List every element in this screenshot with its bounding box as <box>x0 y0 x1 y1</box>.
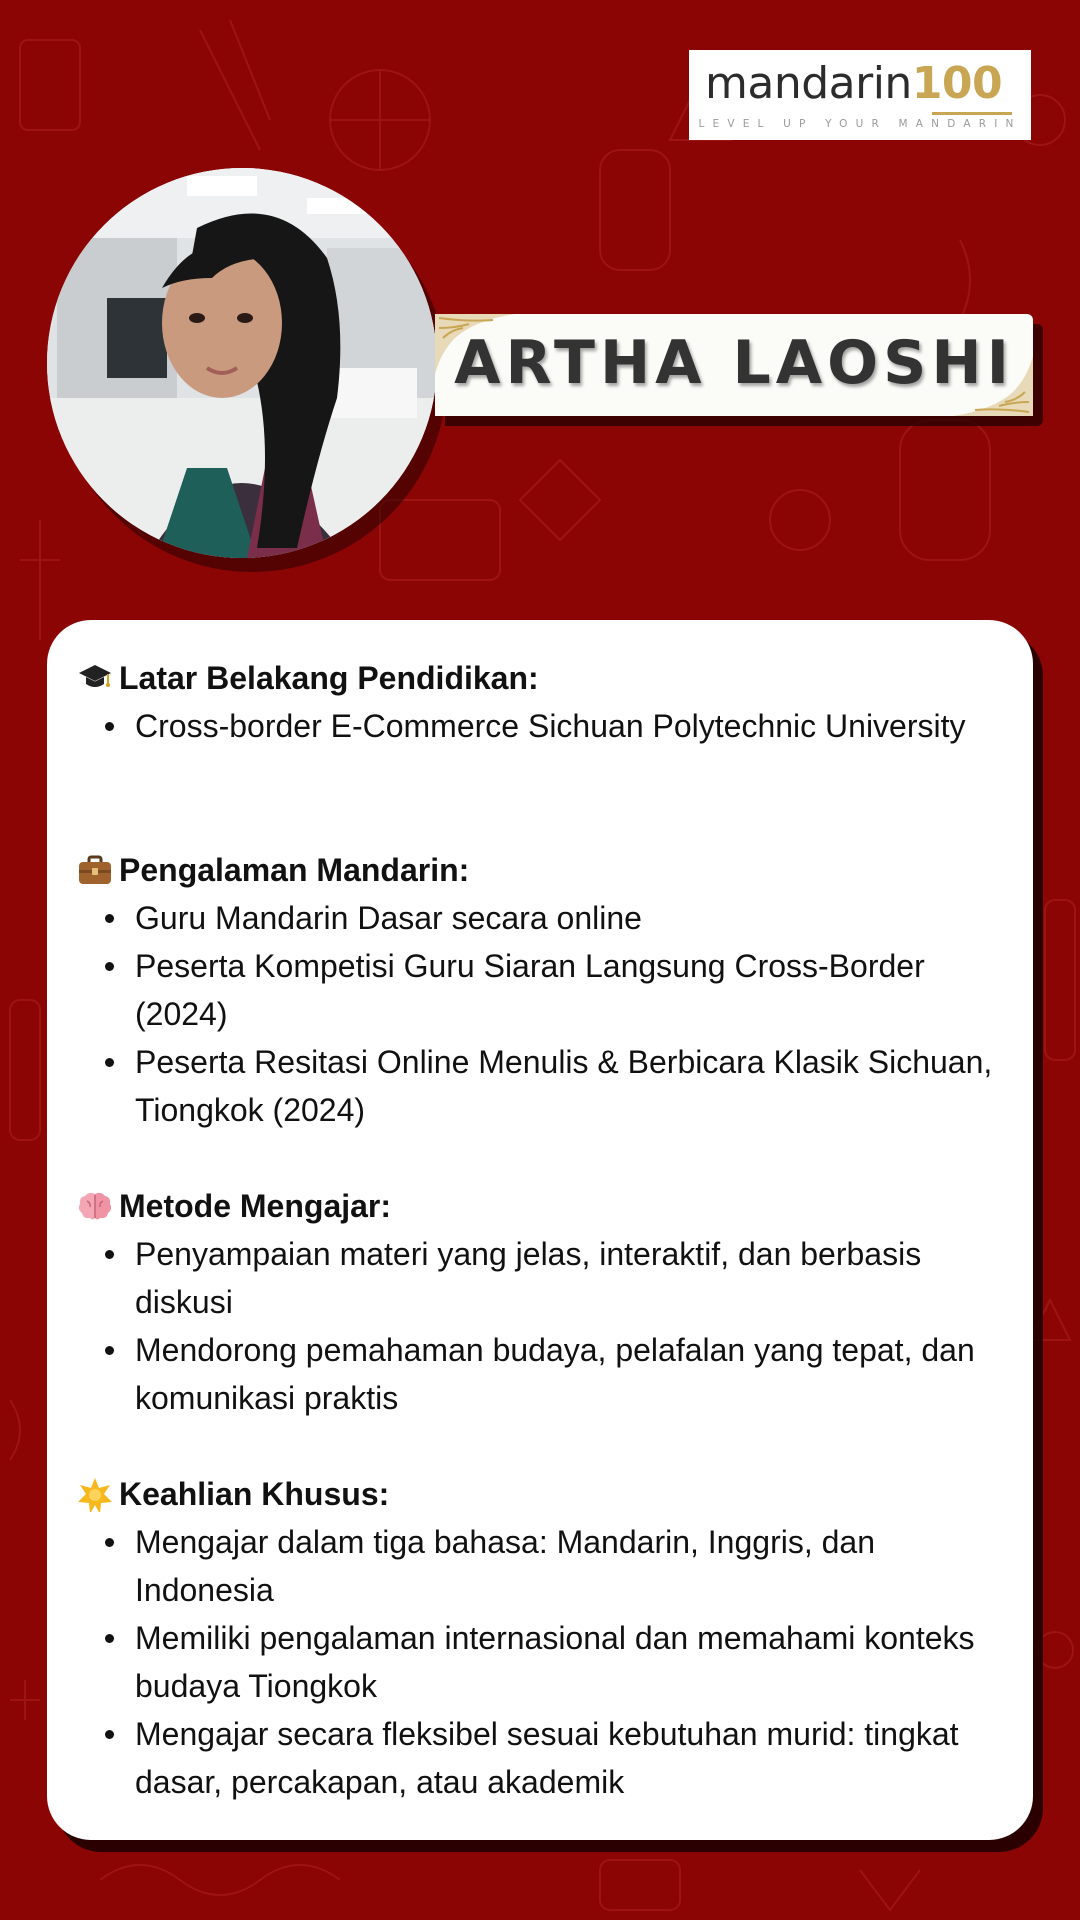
list-item: Peserta Resitasi Online Menulis & Berbicara Klasik Sichuan, Tiongkok (2024) <box>77 1038 1017 1134</box>
section-heading <box>77 846 1017 894</box>
list-item: Mengajar secara fleksibel sesuai kebutuhan murid: tingkat dasar, percakapan, atau akademik <box>77 1710 1017 1806</box>
section-heading <box>77 1470 1017 1518</box>
logo-wordmark: mandarin100 <box>705 58 1003 109</box>
list-item: Penyampaian materi yang jelas, interaktif, dan berbasis diskusi <box>77 1230 1017 1326</box>
special-skills-list <box>77 1518 1017 1806</box>
section-title: Latar Belakang Pendidikan: <box>119 660 539 696</box>
list-item: Guru Mandarin Dasar secara online <box>77 894 1017 942</box>
section-special-skills <box>77 1470 1017 1806</box>
teacher-name-banner <box>435 314 1033 416</box>
teacher-name: ARTHA LAOSHI <box>454 328 1014 398</box>
ornament-corner-right <box>953 356 1033 416</box>
teacher-photo <box>47 168 437 558</box>
logo-tagline: LEVEL UP YOUR MANDARIN <box>698 118 1022 130</box>
list-item: Mendorong pemahaman budaya, pelafalan yang tepat, dan komunikasi praktis <box>77 1326 1017 1422</box>
brain-icon <box>77 1188 113 1224</box>
section-experience <box>77 846 1017 1134</box>
section-heading <box>77 1182 1017 1230</box>
list-item: Memiliki pengalaman internasional dan memahami konteks budaya Tiongkok <box>77 1614 1017 1710</box>
education-list <box>77 702 1017 750</box>
section-teaching-method <box>77 1182 1017 1422</box>
section-heading <box>77 654 1017 702</box>
section-title: Metode Mengajar: <box>119 1188 392 1224</box>
list-item: Mengajar dalam tiga bahasa: Mandarin, Inggris, dan Indonesia <box>77 1518 1017 1614</box>
teaching-method-list <box>77 1230 1017 1422</box>
section-title: Pengalaman Mandarin: <box>119 852 470 888</box>
graduation-cap-icon <box>77 660 113 696</box>
section-education <box>77 654 1017 750</box>
star-icon <box>77 1476 113 1512</box>
list-item: Peserta Kompetisi Guru Siaran Langsung Cross-Border (2024) <box>77 942 1017 1038</box>
experience-list <box>77 894 1017 1134</box>
profile-info-card <box>47 620 1033 1840</box>
list-item: Cross-border E-Commerce Sichuan Polytechnic University <box>77 702 1017 750</box>
section-title: Keahlian Khusus: <box>119 1476 390 1512</box>
brand-logo <box>689 50 1031 140</box>
logo-underline <box>932 112 1012 115</box>
briefcase-icon <box>77 852 113 888</box>
